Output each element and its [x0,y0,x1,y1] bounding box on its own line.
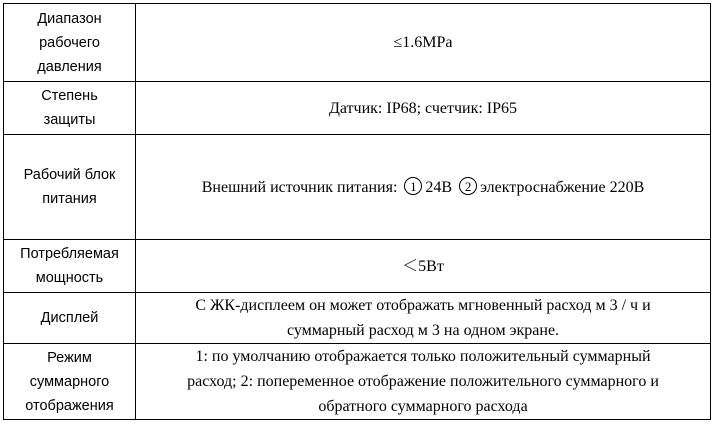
value-line: суммарный расход м 3 на одном экране. [286,322,560,339]
label-working-pressure [4,4,136,82]
label-line: рабочего [39,34,100,51]
label-line: Степень [41,88,98,104]
label-line: суммарного [29,373,110,390]
specification-table [3,3,711,420]
label-line: мощность [35,270,104,286]
power-supply-prefix: Внешний источник питания: [201,178,398,196]
circled-number-2-icon: 2 [459,177,477,195]
value-protection-class: Датчик: IP68; счетчик: IP65 [136,82,711,135]
label-line: Диапазон [37,10,102,27]
table-row-display [4,293,711,344]
value-display [136,293,711,344]
label-line: защиты [43,112,96,128]
table-row-totalizer-mode [4,344,711,420]
value-totalizer-mode [136,344,711,420]
value-power-consumption: ＜5Вт [136,240,711,293]
table-row-power-supply [4,135,711,240]
value-line: 1: по умолчанию отображается только положительный суммарный [195,348,651,365]
value-line: расход; 2: попеременное отображение положительного суммарного и [187,373,659,390]
table-row-protection-class [4,82,711,135]
label-power-supply [4,135,136,240]
power-option-220v: электроснабжение 220В [480,178,645,196]
label-line: отображения [25,397,114,414]
value-power-supply [136,135,711,240]
label-power-consumption [4,240,136,293]
table-row-working-pressure [4,4,711,82]
label-display [4,293,136,344]
label-line: Рабочий блок [23,167,116,183]
label-line: Потребляемая [20,246,119,262]
label-line: питания [42,191,97,207]
label-line: Режим [47,349,92,366]
value-line: С ЖК-дисплеем он может отображать мгновенный расход м 3 / ч и [195,297,651,314]
label-line: Дисплей [40,310,99,326]
label-line: давления [37,58,102,75]
label-totalizer-mode [4,344,136,420]
table-row-power-consumption [4,240,711,293]
power-option-24v: 24В [425,178,453,196]
value-working-pressure: ≤1.6MPa [136,4,711,82]
value-line: обратного суммарного расхода [318,398,528,415]
label-protection-class [4,82,136,135]
circled-number-1-icon: 1 [404,177,422,195]
